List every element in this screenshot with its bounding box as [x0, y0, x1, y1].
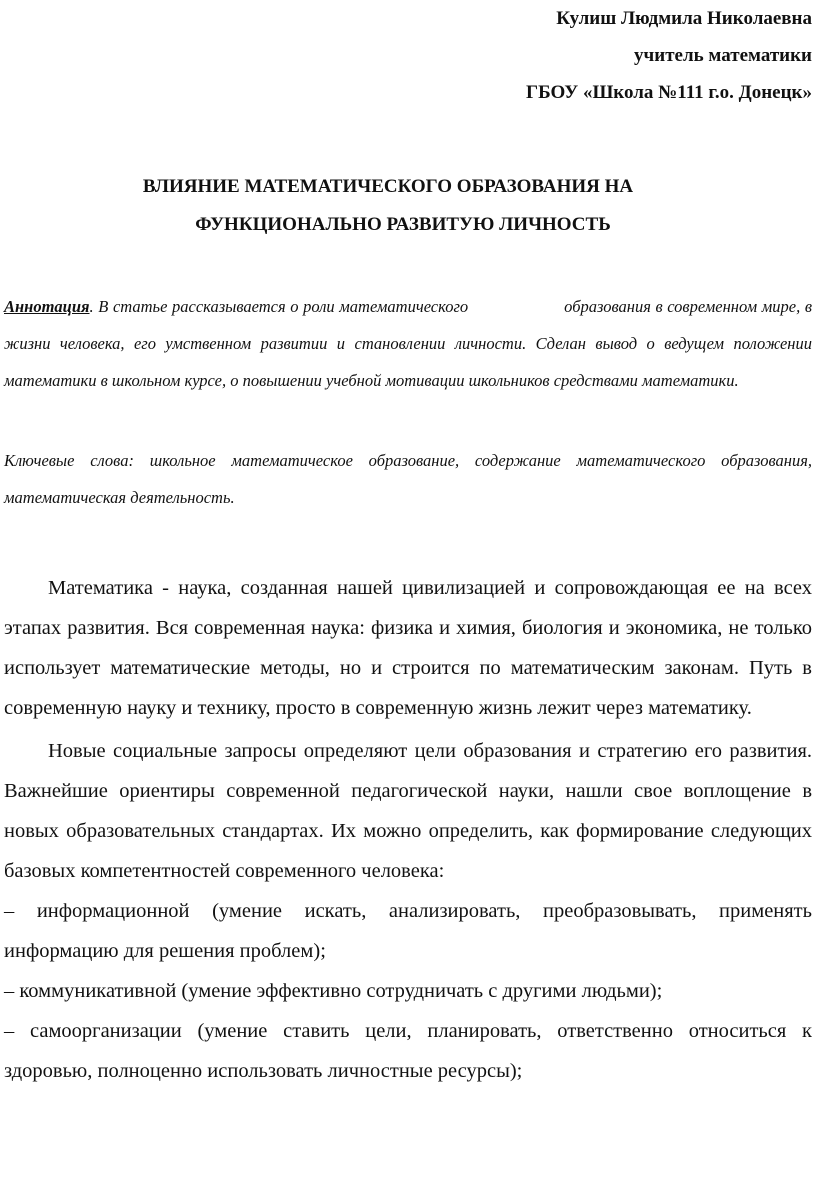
list-item-3: – самоорганизации (умение ставить цели, планировать, ответственно относиться к здоровью, полноценно использовать личностные ресурсы); — [4, 1020, 812, 1082]
annotation-label: Аннотация — [4, 297, 90, 316]
list-item-1: – информационной (умение искать, анализировать, преобразовывать, применять информацию для решения проблем); — [4, 900, 812, 962]
annotation — [4, 288, 812, 399]
author-position: учитель математики — [634, 45, 812, 66]
author-block — [526, 0, 812, 111]
paragraph-2: Новые социальные запросы определяют цели образования и стратегию его развития. Важнейшие ориентиры современной педагогической науки, нашли свое воплощение в новых образовательных стандартах. Их можно определить, как формирование следующих базовых компетентностей современного человека: — [4, 740, 812, 882]
annotation-text-part-1: . В статье рассказывается о роли математического — [89, 297, 469, 316]
annotation-text-part-2: образования в современном мире, в жизни человека, его умственном развитии и становлении личности. Сделан вывод о ведущем положении математики в школьном курсе, о повышении учебной мотивации школьников средствами математики. — [4, 297, 812, 390]
title-line-2: ФУНКЦИОНАЛЬНО РАЗВИТУЮ ЛИЧНОСТЬ — [195, 214, 611, 235]
author-school: ГБОУ «Школа №111 г.о. Донецк» — [526, 82, 812, 103]
body-text — [4, 568, 812, 1091]
list-item-2: – коммуникативной (умение эффективно сотрудничать с другими людьми); — [4, 980, 663, 1002]
title-line-1: ВЛИЯНИЕ МАТЕМАТИЧЕСКОГО ОБРАЗОВАНИЯ НА — [142, 176, 634, 197]
paragraph-1: Математика - наука, созданная нашей цивилизацией и сопровождающая ее на всех этапах развития. Вся современная наука: физика и химия, биология и экономика, не только использует математические методы, но и строится по математическим законам. Путь в современную науку и технику, просто в современную жизнь лежит через математику. — [4, 577, 812, 719]
article-title — [0, 168, 816, 244]
keywords: Ключевые слова: школьное математическое образование, содержание математического образования, математическая деятельность. — [4, 451, 812, 507]
author-name: Кулиш Людмила Николаевна — [556, 8, 812, 29]
